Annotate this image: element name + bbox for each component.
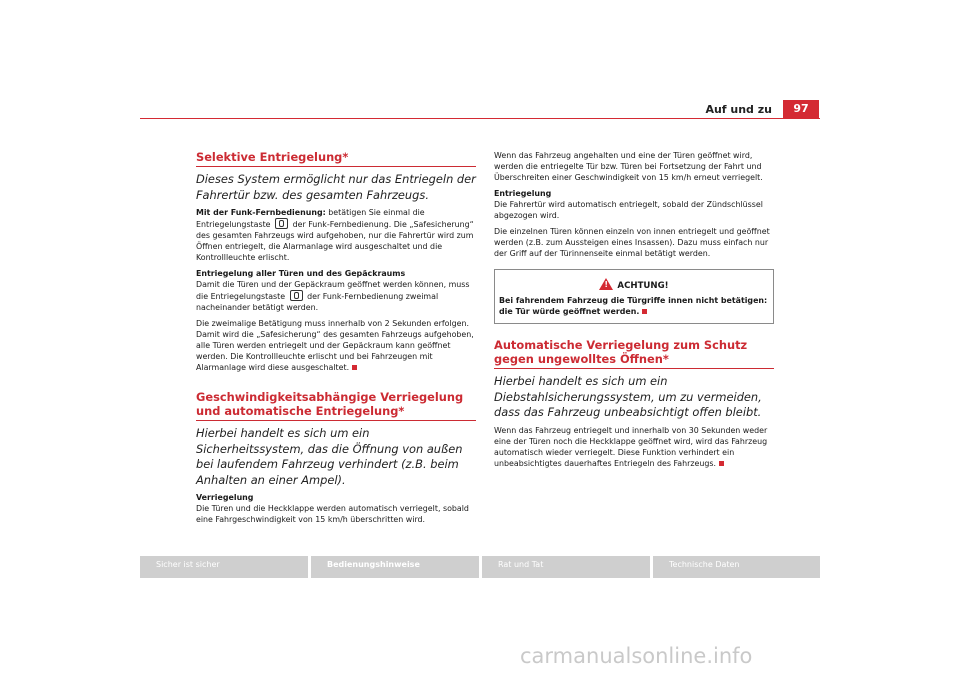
footer-tab-label: Bedienungshinweise (327, 560, 420, 569)
paragraph: Die einzelnen Türen können einzeln von innen entriegelt und geöffnet werden (z.B. zum Aussteigen eines Insassen). Dazu muss einfach nur der Griff auf der Türinnenseite einmal betätigt werden. (494, 227, 770, 258)
section-heading-speed-lock: Geschwindigkeitsabhängige Verriegelung und automatische Entriegelung* (196, 390, 464, 418)
section-end-marker-icon (719, 461, 724, 466)
paragraph (494, 188, 774, 221)
paragraph-text: Damit die Türen und der Gepäckraum geöffnet werden können, muss die Entriegelungstaste (196, 280, 470, 301)
paragraph-text: Die Fahrertür wird automatisch entriegelt, sobald der Zündschlüssel abgezogen wird. (494, 200, 763, 220)
warning-body (495, 295, 773, 323)
footer-tab-label: Rat und Tat (498, 560, 544, 569)
paragraph: Wenn das Fahrzeug angehalten und eine der Türen geöffnet wird, werden die entriegelte Tür bzw. Türen bei Fortsetzung der Fahrt und Überschreiten einer Geschwindigkeit von 15 km/h erneut verriegelt. (494, 151, 763, 182)
section-lead: Dieses System ermöglicht nur das Entriegeln der Fahrertür bzw. des gesamten Fahrzeugs. (196, 172, 476, 202)
watermark: carmanualsonline.info (520, 644, 753, 668)
subheading: Entriegelung (494, 189, 552, 198)
paragraph-text: Wenn das Fahrzeug entriegelt und innerhalb von 30 Sekunden weder eine der Türen noch die Heckklappe geöffnet wird, wird das Fahrzeug automatisch wieder verriegelt. Diese Funktion verhindert ein unbeabsichtigtes dauerhaftes Entriegeln des Fahrzeugs. (494, 425, 768, 468)
paragraph (196, 207, 476, 263)
left-column (196, 150, 476, 530)
paragraph-text: Die zweimalige Betätigung muss innerhalb von 2 Sekunden erfolgen. Damit wird die „Safesicherung“ des gesamten Fahrzeugs aufgehoben, alle Türen werden entriegelt und der Gepäckraum kann geöffnet werden. Die Kontrollleuchte erlischt und bei Fahrzeugen mit Alarmanlage wird diese ausgeschaltet. (196, 319, 474, 372)
section-heading-auto-lock: Automatische Verriegelung zum Schutz gegen ungewolltes Öffnen* (494, 338, 748, 366)
section-end-marker-icon (352, 365, 357, 370)
paragraph-text: betätigen Sie einmal die Entriegelungstaste (196, 208, 425, 229)
warning-header (495, 270, 773, 295)
section-lead: Hierbei handelt es sich um ein Diebstahlsicherungssystem, um zu vermeiden, dass das Fahrzeug unbeabsichtigt offen bleibt. (494, 374, 762, 419)
heading-rule (196, 166, 476, 167)
paragraph (196, 492, 476, 525)
header-rule (140, 118, 820, 119)
page-number: 97 (783, 100, 819, 118)
warning-text: Bei fahrendem Fahrzeug die Türgriffe innen nicht betätigen: die Tür würde geöffnet werden. (499, 296, 768, 316)
paragraph (494, 425, 774, 469)
warning-box (494, 269, 774, 324)
paragraph-text: der Funk-Fernbedienung zweimal nacheinander betätigt werden. (196, 292, 439, 312)
paragraph-text: Die Türen und die Heckklappe werden automatisch verriegelt, sobald eine Fahrgeschwindigkeit von 15 km/h überschritten wird. (196, 504, 469, 524)
section-end-marker-icon (642, 309, 647, 314)
warning-triangle-icon (599, 278, 613, 290)
subheading: Entriegelung aller Türen und des Gepäckraums (196, 269, 406, 278)
paragraph (196, 318, 476, 373)
paragraph (196, 268, 476, 313)
unlock-key-icon (275, 218, 288, 229)
footer-tab-tips[interactable] (482, 556, 650, 578)
heading-rule (494, 368, 774, 369)
subheading: Verriegelung (196, 493, 254, 502)
paragraph-label: Mit der Funk-Fernbedienung: (196, 208, 326, 217)
section-lead: Hierbei handelt es sich um ein Sicherheitssystem, das die Öffnung von außen bei laufendem Fahrzeug verhindert (z.B. beim Anhalten an einer Ampel). (196, 426, 463, 487)
warning-title: ACHTUNG! (617, 281, 669, 291)
heading-rule (196, 420, 476, 421)
footer-tab-label: Sicher ist sicher (156, 560, 220, 569)
footer-tab-technical-data[interactable] (653, 556, 820, 578)
section-heading-selective-unlock: Selektive Entriegelung* (196, 150, 349, 164)
page-header-title: Auf und zu (705, 103, 772, 116)
paragraph-text: der Funk-Fernbedienung. Die „Safesicherung“ des gesamten Fahrzeugs wird aufgehoben, nur die Fahrertür wird zum Öffnen entriegelt, die Alarmanlage wird ausgeschaltet und die Kontrollleuchte erlischt. (196, 220, 474, 262)
footer-tab-label: Technische Daten (669, 560, 740, 569)
right-column (494, 150, 774, 474)
footer-tab-safety[interactable] (140, 556, 308, 578)
unlock-key-icon (290, 290, 303, 301)
footer-tab-operation[interactable] (311, 556, 479, 578)
